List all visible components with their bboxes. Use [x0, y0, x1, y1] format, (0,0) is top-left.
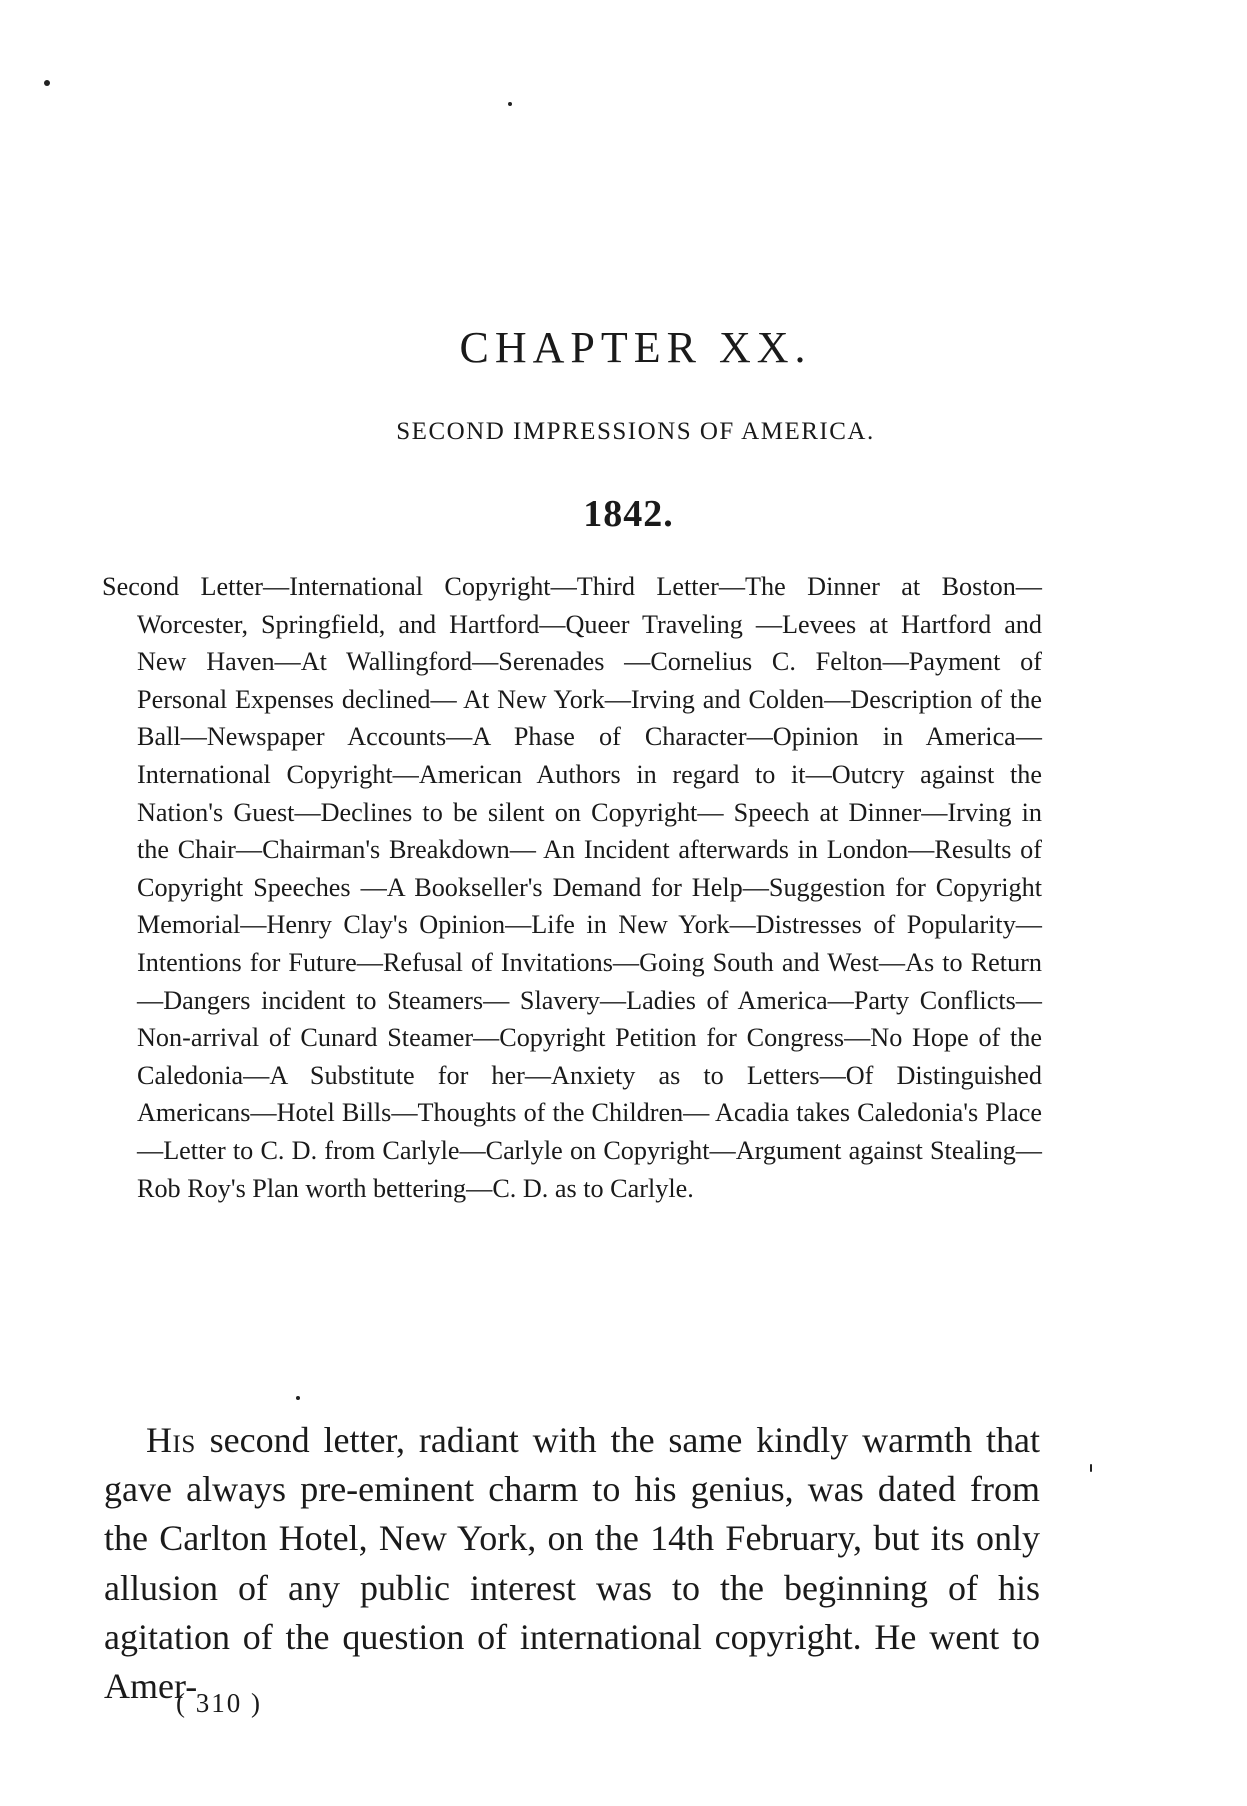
- scan-speck: [296, 1396, 300, 1400]
- scan-speck: [44, 80, 50, 86]
- chapter-year: 1842.: [583, 493, 674, 535]
- scan-speck: [1090, 1464, 1092, 1472]
- page-number: ( 310 ): [176, 1688, 262, 1718]
- chapter-title: CHAPTER XX.: [459, 323, 812, 372]
- body-paragraph: [104, 1416, 1040, 1711]
- lead-word: His: [146, 1420, 196, 1460]
- chapter-subtitle: SECOND IMPRESSIONS OF AMERICA.: [396, 418, 875, 445]
- body-text: second letter, radiant with the same kindly warmth that gave always pre-eminent charm to his genius, was dated from the Carlton Hotel, New York, on the 14th February, but its only allusion of any public interest was to the beginning of his agitation of the question of international copyright. He went to Amer-: [104, 1420, 1040, 1707]
- scan-speck: [508, 102, 512, 106]
- chapter-synopsis: Second Letter—International Copyright—Third Letter—The Dinner at Boston—Worcester, Springfield, and Hartford—Queer Traveling —Levees at Hartford and New Haven—At Wallingford—Serenades —Cornelius C. Felton—Payment of Personal Expenses declined— At New York—Irving and Colden—Description of the Ball—Newspaper Accounts—A Phase of Character—Opinion in America—International Copyright—American Authors in regard to it—Outcry against the Nation's Guest—Declines to be silent on Copyright— Speech at Dinner—Irving in the Chair—Chairman's Breakdown— An Incident afterwards in London—Results of Copyright Speeches —A Bookseller's Demand for Help—Suggestion for Copyright Memorial—Henry Clay's Opinion—Life in New York—Distresses of Popularity—Intentions for Future—Refusal of Invitations—Going South and West—As to Return—Dangers incident to Steamers— Slavery—Ladies of America—Party Conflicts—Non-arrival of Cunard Steamer—Copyright Petition for Congress—No Hope of the Caledonia—A Substitute for her—Anxiety as to Letters—Of Distinguished Americans—Hotel Bills—Thoughts of the Children— Acadia takes Caledonia's Place—Letter to C. D. from Carlyle—Carlyle on Copyright—Argument against Stealing—Rob Roy's Plan worth bettering—C. D. as to Carlyle.: [102, 572, 1042, 1203]
